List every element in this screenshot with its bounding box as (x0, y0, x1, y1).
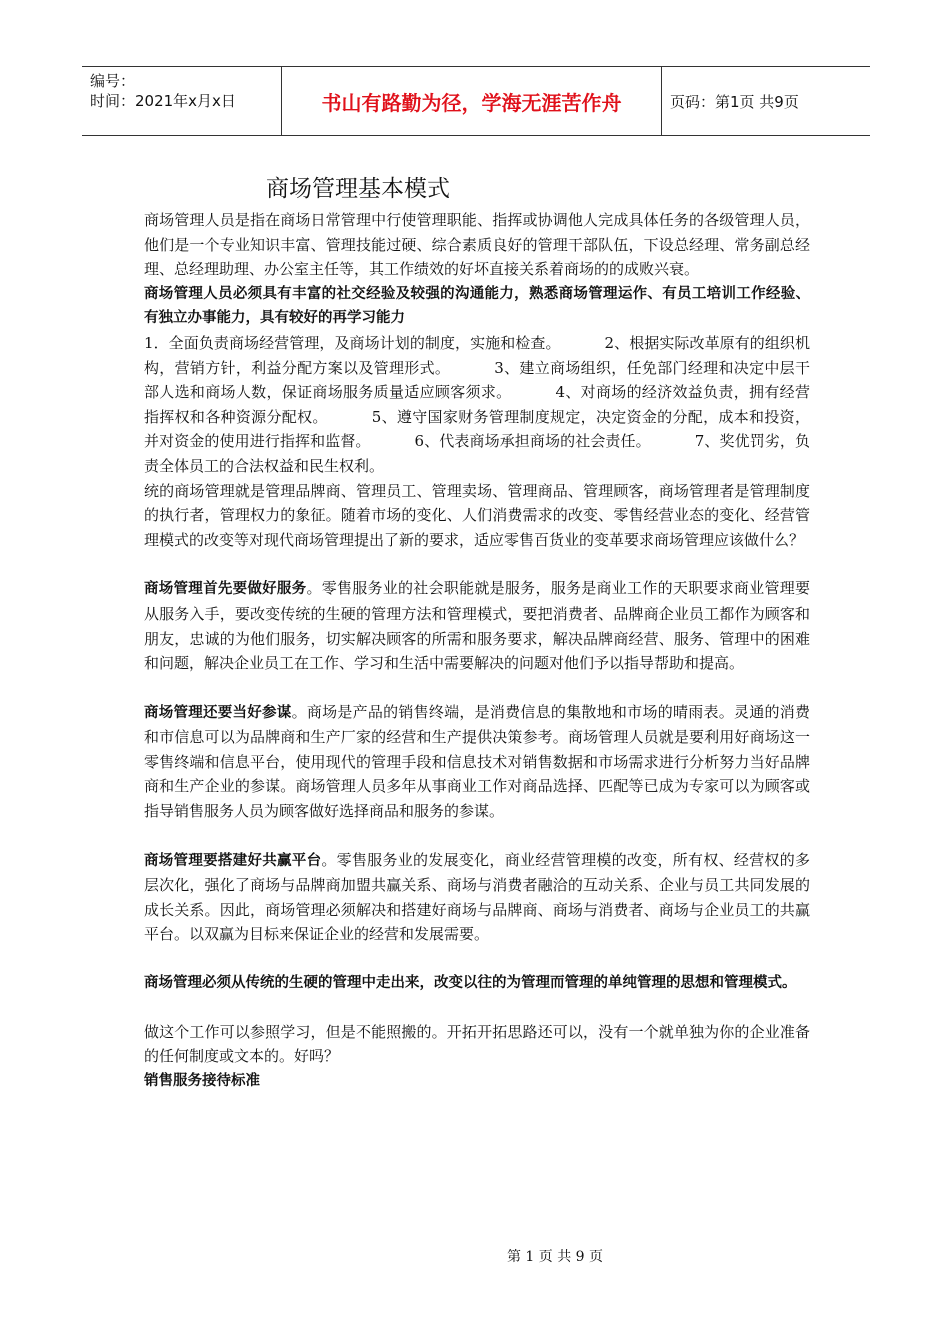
paragraph-requirements: 商场管理人员必须具有丰富的社交经验及较强的沟通能力，熟悉商场管理运作、有员工培训工作经验、有独立办事能力，具有较好的再学习能力 (144, 285, 810, 327)
paragraph-service-lead: 商场管理首先要做好服务 (144, 581, 307, 598)
paragraph-service-text: 。零售服务业的社会职能就是服务，服务是商业工作的天职要求商业管理要从服务入手，要改变传统的生硬的管理方法和管理模式，要把消费者、品牌商企业员工都作为顾客和朋友，忠诚的为他们服务，切实解决顾客的所需和服务要求，解决品牌商经营、服务、管理中的困难和问题，解决企业员工在工作、学习和生活中需要解决的问题对他们予以指导帮助和提高。 (144, 579, 810, 673)
paragraph-advisor-text: 。商场是产品的销售终端，是消费信息的集散地和市场的晴雨表。灵通的消费和市信息可以为品牌商和生产厂家的经营和生产提供决策参考。商场管理人员就是要利用好商场这一零售终端和信息平台，使用现代的管理手段和信息技术对销售数据和市场需求进行分析努力当好品牌商和生产企业的参谋。商场管理人员多年从事商业工作对商品选择、匹配等已成为专家可以为顾客或指导销售服务人员为顾客做好选择商品和服务的参谋。 (144, 702, 810, 821)
section-heading-reception: 销售服务接待标准 (144, 1072, 260, 1089)
duty-item: 4、对商场的经济效益负责，拥有经营指挥权和各种资源分配权。 (144, 383, 810, 426)
paragraph-advisor-lead: 商场管理还要当好参谋 (144, 704, 292, 721)
header-motto: 书山有路勤为径，学海无涯苦作舟 (282, 67, 662, 135)
document-number: 编号： (90, 72, 136, 90)
document-date: 时间：2021年x月x日 (90, 92, 236, 110)
paragraph-traditional: 统的商场管理就是管理品牌商、管理员工、管理卖场、管理商品、管理顾客，商场管理者是管理制度的执行者，管理权力的象征。随着市场的变化、人们消费需求的改变、零售经营业态的变化、经营管理模式的改变等对现代商场管理提出了新的要求，适应零售百货业的变革要求商场管理应该做什么？ (144, 481, 810, 549)
duty-item: 6、代表商场承担商场的社会责任。 (414, 432, 651, 451)
paragraph-platform (144, 848, 810, 947)
paragraph-platform-lead: 商场管理要搭建好共赢平台 (144, 852, 322, 869)
page-header (82, 66, 870, 136)
paragraph-note: 做这个工作可以参照学习，但是不能照搬的。开拓开拓思路还可以，没有一个就单独为你的企业准备的任何制度或文本的。好吗？ (144, 1022, 810, 1066)
page-footer (0, 1246, 950, 1266)
paragraph-change: 商场管理必须从传统的生硬的管理中走出来，改变以往的为管理而管理的单纯管理的思想和管理模式。 (144, 975, 797, 992)
paragraph-service (144, 576, 810, 675)
paragraph-platform-text: 。零售服务业的发展变化，商业经营管理模的改变，所有权、经营权的多层次化，强化了商场与品牌商加盟共赢关系、商场与消费者融洽的互动关系、企业与员工共同发展的成长关系。因此，商场管理必须解决和搭建好商场与品牌商、商场与消费者、商场与企业员工的共赢平台。以双赢为目标来保证企业的经营和发展需要。 (144, 850, 810, 944)
duty-item: 3、建立商场组织，任免部门经理和决定中层干部人选和商场人数，保证商场服务质量适应顾客须求。 (144, 358, 810, 402)
duty-item: 5、遵守国家财务管理制度规定，决定资金的分配，成本和投资，并对资金的使用进行指挥和监督。 (144, 407, 810, 451)
duty-item: 1．全面负责商场经营管理，及商场计划的制度，实施和检查。 (144, 333, 561, 352)
footer-page-number: 第 1 页 共 9 页 (506, 1249, 604, 1265)
header-meta (82, 67, 282, 135)
duty-item: 2、根据实际改革原有的组织机构，营销方针，利益分配方案以及管理形式。 (144, 333, 810, 377)
document-title: 商场管理基本模式 (266, 176, 450, 202)
paragraph-intro: 商场管理人员是指在商场日常管理中行使管理职能、指挥或协调他人完成具体任务的各级管理人员，他们是一个专业知识丰富、管理技能过硬、综合素质良好的管理干部队伍，下设总经理、常务副总经理、总经理助理、办公室主任等，其工作绩效的好坏直接关系着商场的的成败兴衰。 (144, 211, 810, 279)
paragraph-duties (144, 331, 810, 479)
paragraph-advisor (144, 700, 810, 824)
header-page-info: 页码：第1页 共9页 (670, 92, 799, 111)
document-body (144, 208, 810, 1093)
duty-item: 7、奖优罚劣，负责全体员工的合法权益和民生权利。 (144, 432, 810, 475)
